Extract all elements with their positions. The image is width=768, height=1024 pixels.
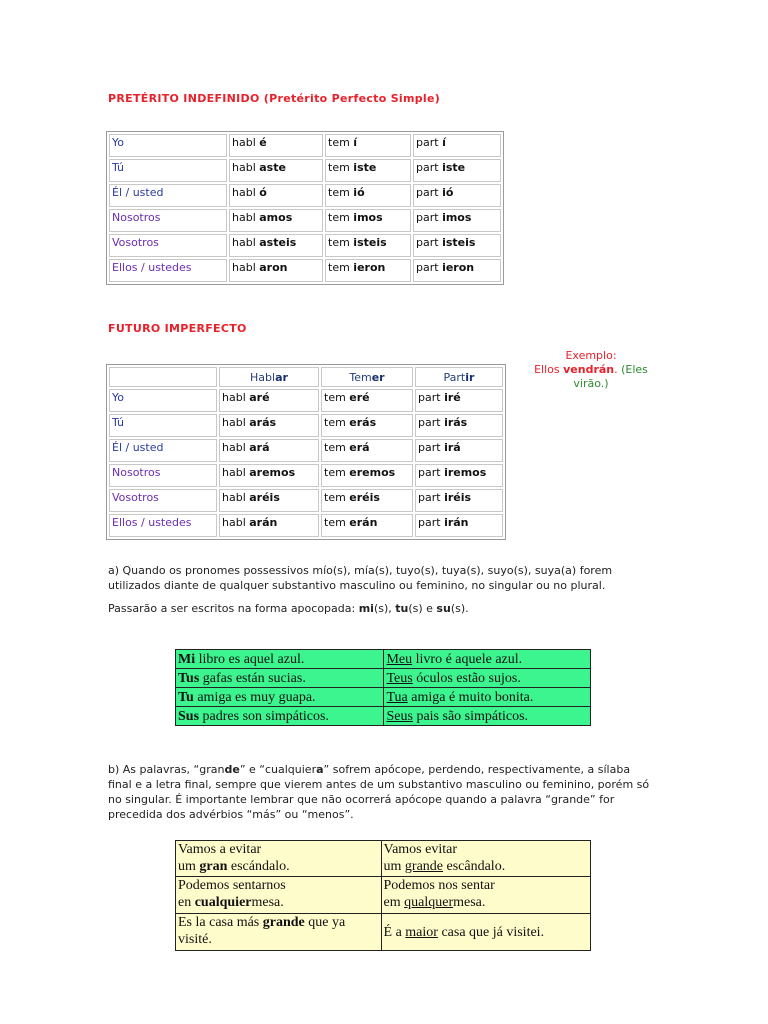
section-a-paragraph: a) Quando os pronomes possessivos mío(s), mía(s), tuyo(s), tuya(s), suyo(s), suya(a) forem utilizados diante de qualquer substantivo masculino ou feminino, no singular ou no plural. [108, 564, 613, 592]
futuro-header-row [109, 367, 503, 387]
pt-cell: Vamos evitar um grande escândalo. [381, 841, 590, 877]
table-row [176, 877, 591, 914]
pronoun-cell: Yo [109, 134, 227, 157]
table-row [109, 234, 501, 257]
pronoun-cell: Tú [109, 159, 227, 182]
conjugation-cell: tem iste [325, 159, 411, 182]
es-cell: Mi libro es aquel azul. [176, 650, 384, 669]
table-row [109, 514, 503, 537]
pronoun-cell: Nosotros [109, 209, 227, 232]
pt-cell: Seus pais são simpáticos. [384, 707, 591, 726]
conjugation-cell: tem eré [321, 389, 413, 412]
es-cell: Tu amiga es muy guapa. [176, 688, 384, 707]
es-cell: Sus padres son simpáticos. [176, 707, 384, 726]
conjugation-cell: part irá [415, 439, 503, 462]
table-row [176, 650, 591, 669]
pt-cell: Meu livro é aquele azul. [384, 650, 591, 669]
table-row [109, 134, 501, 157]
pronoun-cell: Él / usted [109, 184, 227, 207]
pronoun-cell: Yo [109, 389, 217, 412]
conjugation-cell: habl asteis [229, 234, 323, 257]
table-row [176, 841, 591, 877]
es-cell: Es la casa más grande que ya visité. [176, 914, 382, 951]
pronoun-cell: Vosotros [109, 489, 217, 512]
conjugation-cell: part ió [413, 184, 501, 207]
table-row [176, 707, 591, 726]
conjugation-cell: part ieron [413, 259, 501, 282]
conjugation-cell: habl aremos [219, 464, 319, 487]
conjugation-cell: habl aréis [219, 489, 319, 512]
futuro-table [106, 364, 506, 540]
header-hablar: Hablar [219, 367, 319, 387]
conjugation-cell: habl aste [229, 159, 323, 182]
conjugation-cell: tem ió [325, 184, 411, 207]
table-row [109, 159, 501, 182]
pronoun-cell: Vosotros [109, 234, 227, 257]
pronoun-cell: Nosotros [109, 464, 217, 487]
table-row [109, 414, 503, 437]
conjugation-cell: habl é [229, 134, 323, 157]
section-a-apocope-note: Passarão a ser escritos na forma apocopada: mi(s), tu(s) e su(s). [108, 602, 469, 615]
pt-cell: Podemos nos sentar em qualquermesa. [381, 877, 590, 914]
pronoun-cell: Tú [109, 414, 217, 437]
conjugation-cell: tem imos [325, 209, 411, 232]
es-cell: Tus gafas están sucias. [176, 669, 384, 688]
header-temer: Temer [321, 367, 413, 387]
conjugation-cell: habl ó [229, 184, 323, 207]
conjugation-cell: habl arán [219, 514, 319, 537]
table-row [109, 209, 501, 232]
conjugation-cell: tem erás [321, 414, 413, 437]
conjugation-cell: tem erá [321, 439, 413, 462]
table-row [176, 688, 591, 707]
apocope-table [175, 840, 591, 951]
conjugation-cell: tem í [325, 134, 411, 157]
table-row [176, 914, 591, 951]
table-row [176, 669, 591, 688]
es-cell: Podemos sentarnos en cualquiermesa. [176, 877, 382, 914]
conjugation-cell: habl arás [219, 414, 319, 437]
table-row [109, 489, 503, 512]
conjugation-cell: part iremos [415, 464, 503, 487]
conjugation-cell: part irás [415, 414, 503, 437]
header-empty [109, 367, 217, 387]
conjugation-cell: part iste [413, 159, 501, 182]
es-cell: Vamos a evitar um gran escándalo. [176, 841, 382, 877]
pt-cell: Teus óculos estão sujos. [384, 669, 591, 688]
possessive-table [175, 649, 591, 726]
pt-cell: Tua amiga é muito bonita. [384, 688, 591, 707]
table-row [109, 259, 501, 282]
pronoun-cell: Ellos / ustedes [109, 514, 217, 537]
conjugation-cell: tem ieron [325, 259, 411, 282]
conjugation-cell: habl aron [229, 259, 323, 282]
table-row [109, 464, 503, 487]
pronoun-cell: Ellos / ustedes [109, 259, 227, 282]
conjugation-cell: habl aré [219, 389, 319, 412]
conjugation-cell: part iré [415, 389, 503, 412]
header-partir: Partir [415, 367, 503, 387]
pronoun-cell: Él / usted [109, 439, 217, 462]
conjugation-cell: habl ará [219, 439, 319, 462]
conjugation-cell: tem erán [321, 514, 413, 537]
table-row [109, 439, 503, 462]
preterito-title: PRETÉRITO INDEFINIDO (Pretérito Perfecto Simple) [108, 92, 441, 105]
preterito-table [106, 131, 504, 285]
conjugation-cell: tem eréis [321, 489, 413, 512]
conjugation-cell: part isteis [413, 234, 501, 257]
futuro-title: FUTURO IMPERFECTO [108, 322, 247, 335]
conjugation-cell: tem eremos [321, 464, 413, 487]
conjugation-cell: part í [413, 134, 501, 157]
conjugation-cell: tem isteis [325, 234, 411, 257]
table-row [109, 389, 503, 412]
section-b-paragraph: b) As palavras, “grande” e “cualquiera” sofrem apócope, perdendo, respectivamente, a sílaba final e a letra final, sempre que vierem antes de um substantivo masculino ou feminino, porém só no singular. É importante lembrar que não ocorrerá apócope quando a palavra “grande” for precedida dos advérbios “más” ou “menos”. [108, 763, 650, 821]
conjugation-cell: part imos [413, 209, 501, 232]
pt-cell: É a maior casa que já visitei. [381, 914, 590, 951]
conjugation-cell: part irán [415, 514, 503, 537]
example-note: Exemplo: Ellos vendrán. (Eles virão.) [534, 349, 648, 390]
conjugation-cell: part iréis [415, 489, 503, 512]
table-row [109, 184, 501, 207]
conjugation-cell: habl amos [229, 209, 323, 232]
